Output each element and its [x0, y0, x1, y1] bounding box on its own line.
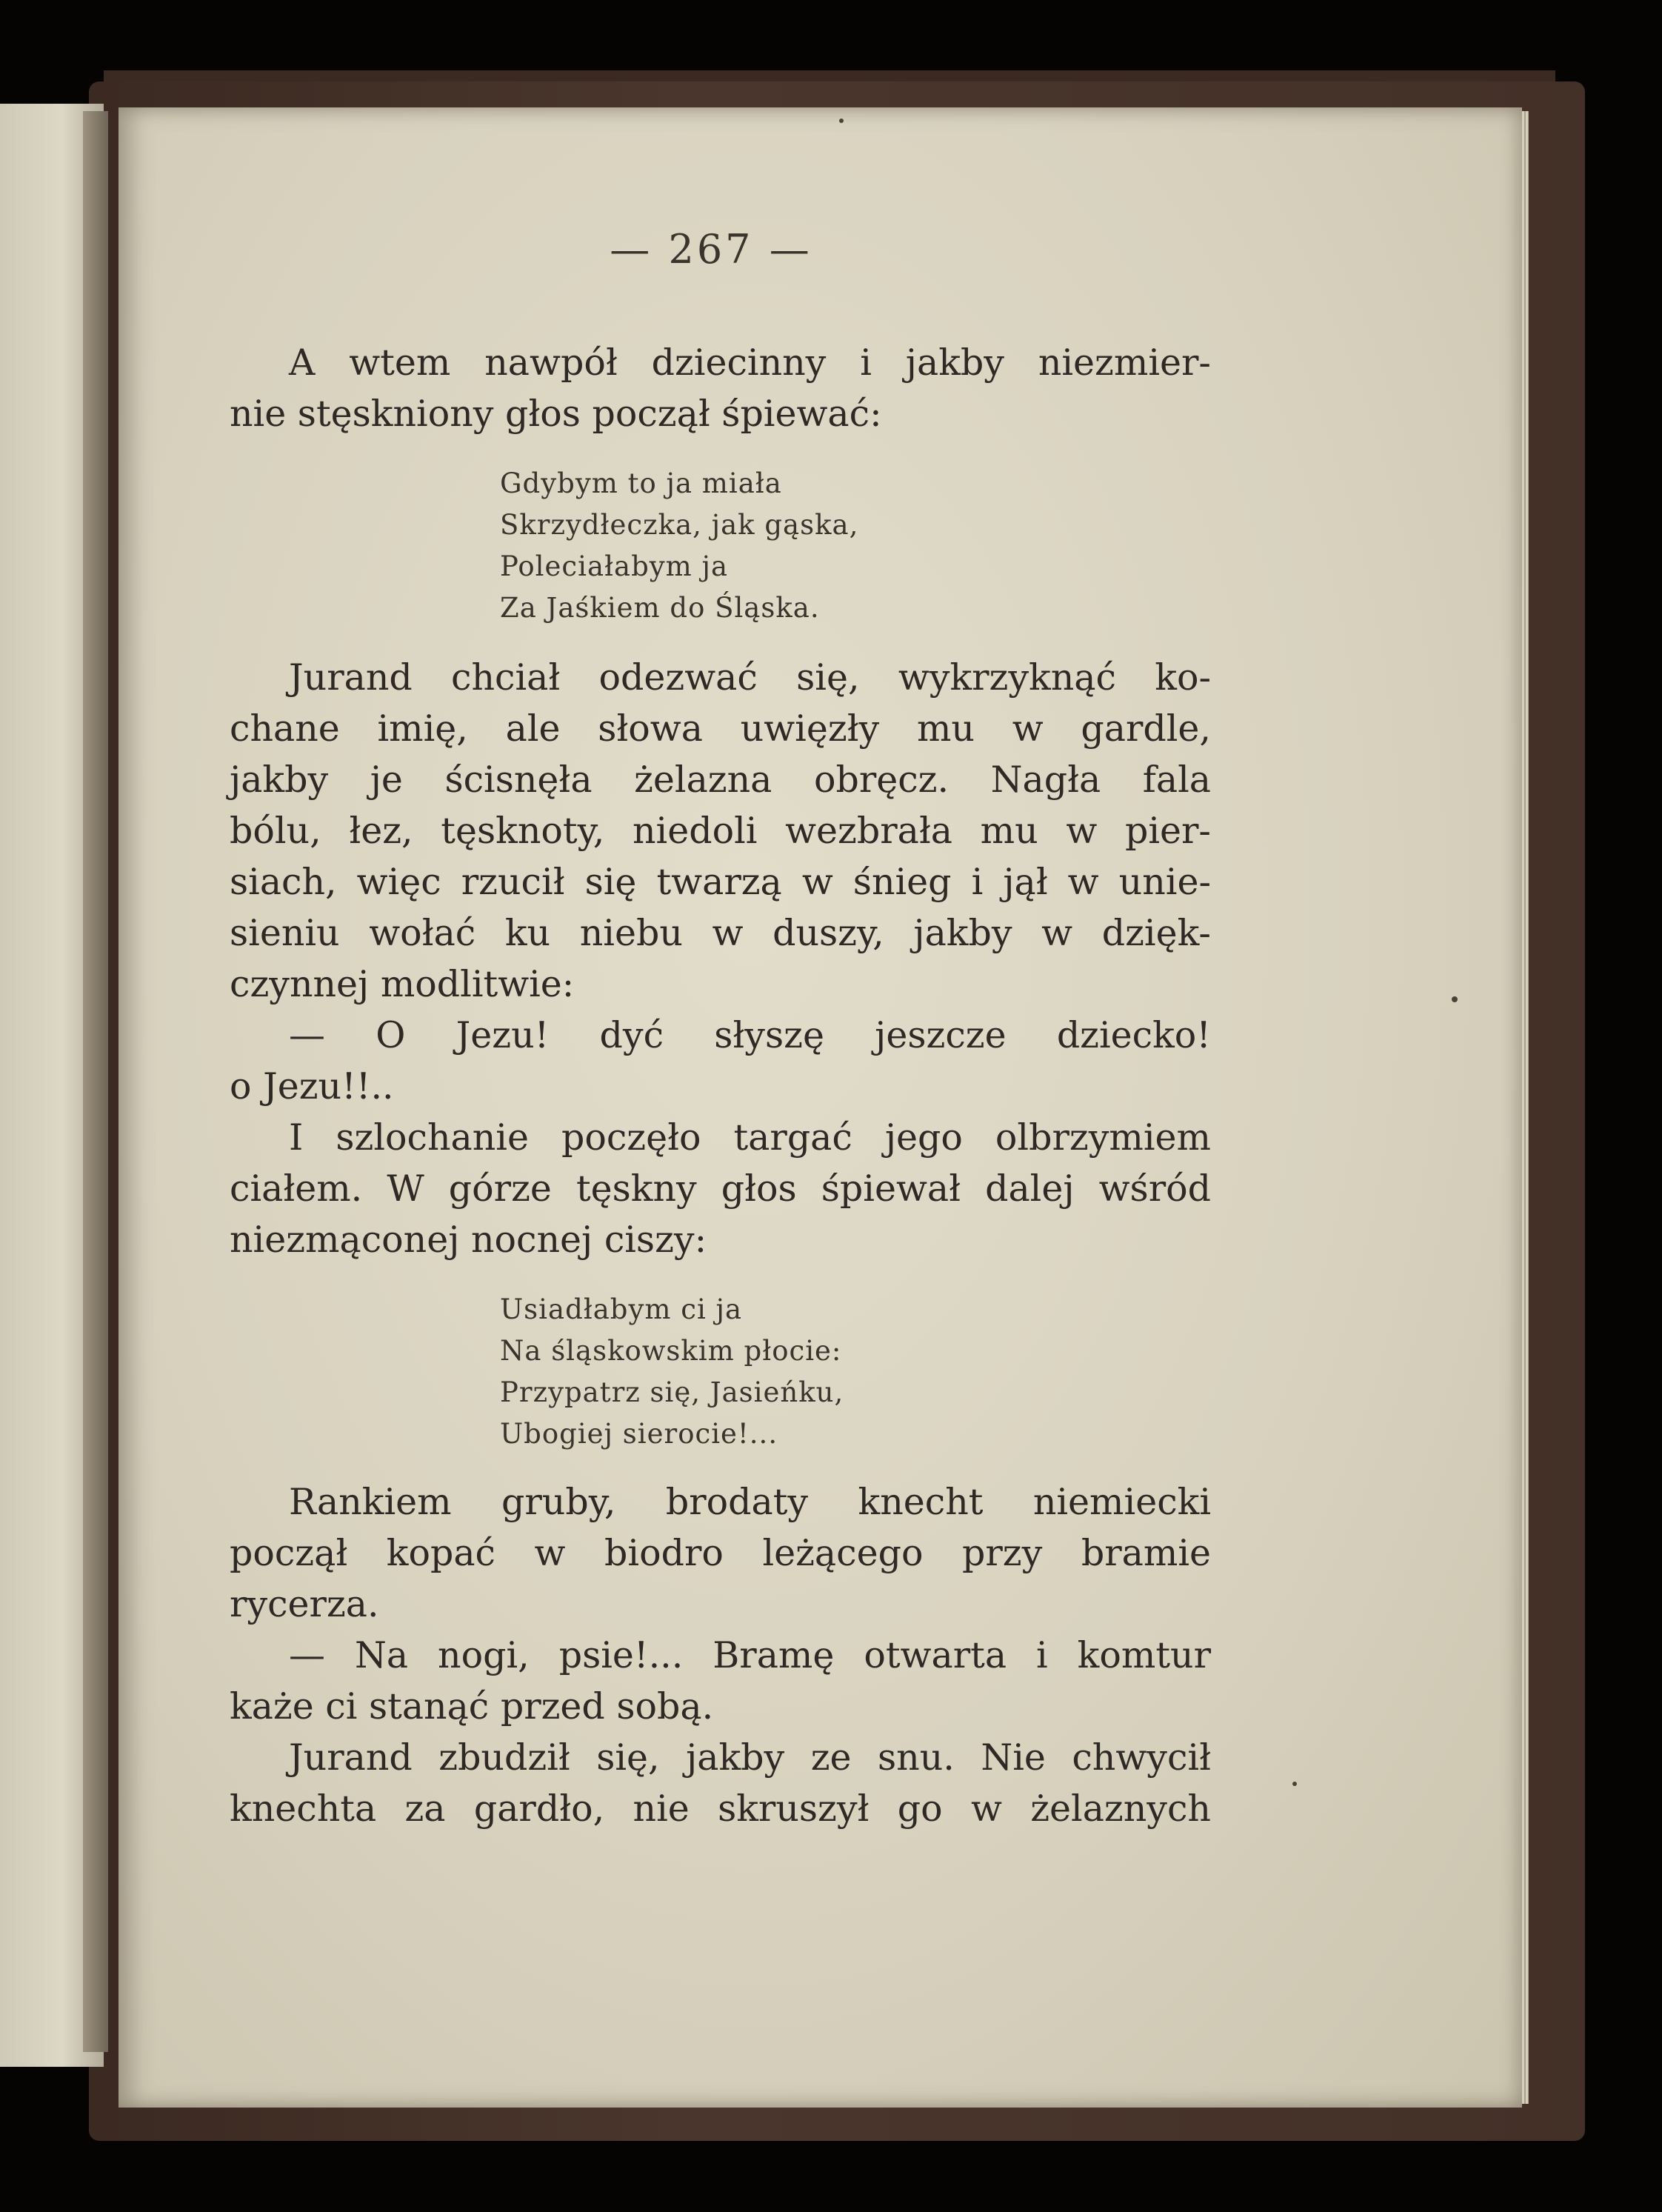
song-verse-2	[500, 1289, 1018, 1455]
paper-speck	[1292, 1782, 1297, 1786]
text-line: chane imię, ale słowa uwięzły mu w gardle,	[230, 707, 1211, 750]
text-line: Rankiem gruby, brodaty knecht niemiecki	[289, 1481, 1211, 1523]
text-line: począł kopać w biodro leżącego przy bramie	[230, 1532, 1211, 1574]
paragraph-4	[230, 1112, 1211, 1265]
paragraph-1	[230, 337, 1211, 439]
verse-line: Przypatrz się, Jasieńku,	[500, 1376, 844, 1408]
paragraph-7	[230, 1732, 1211, 1834]
song-verse-1	[500, 463, 1018, 629]
text-line: Jurand zbudził się, jakby ze snu. Nie chwycił	[289, 1736, 1211, 1779]
text-line: bólu, łez, tęsknoty, niedoli wezbrała mu w pier-	[230, 810, 1211, 852]
text-line: — O Jezu! dyć słyszę jeszcze dziecko!	[289, 1014, 1211, 1056]
text-line: niezmąconej nocnej ciszy:	[230, 1219, 707, 1261]
paper-speck	[1452, 996, 1458, 1002]
text-line: czynnej modlitwie:	[230, 963, 575, 1005]
text-line: sieniu wołać ku niebu w duszy, jakby w dzięk-	[230, 912, 1211, 954]
verse-line: Poleciałabym ja	[500, 550, 729, 582]
text-line: nie stęskniony głos począł śpiewać:	[230, 393, 882, 435]
verse-line: Gdybym to ja miała	[500, 467, 782, 499]
paragraph-5	[230, 1476, 1211, 1630]
text-line: — Na nogi, psie!... Bramę otwarta i komtur	[289, 1634, 1211, 1676]
text-line: I szlochanie poczęło targać jego olbrzymiem	[289, 1116, 1211, 1159]
verse-line: Za Jaśkiem do Śląska.	[500, 592, 820, 624]
book-gutter	[83, 111, 108, 2052]
verse-line: Skrzydłeczka, jak gąska,	[500, 509, 859, 541]
paragraph-6	[230, 1630, 1211, 1732]
text-line: rycerza.	[230, 1583, 379, 1625]
paper-speck	[839, 119, 844, 123]
text-line: każe ci stanąć przed sobą.	[230, 1685, 714, 1728]
text-line: Jurand chciał odezwać się, wykrzyknąć ko-	[289, 656, 1211, 699]
page-number: — 267 —	[610, 226, 812, 273]
paragraph-3	[230, 1010, 1211, 1112]
verse-line: Usiadłabym ci ja	[500, 1293, 743, 1325]
text-line: ciałem. W górze tęskny głos śpiewał dalej wśród	[230, 1167, 1211, 1210]
verse-line: Ubogiej sierocie!...	[500, 1418, 778, 1450]
text-line: jakby je ścisnęła żelazna obręcz. Nagła fala	[230, 759, 1211, 801]
paragraph-2	[230, 652, 1211, 1010]
text-line: siach, więc rzucił się twarzą w śnieg i jął w unie-	[230, 861, 1211, 903]
text-line: A wtem nawpół dziecinny i jakby niezmier-	[289, 342, 1211, 384]
verse-line: Na śląskowskim płocie:	[500, 1335, 842, 1367]
text-line: o Jezu!!..	[230, 1065, 394, 1107]
text-line: knechta za gardło, nie skruszył go w żelaznych	[230, 1788, 1211, 1830]
